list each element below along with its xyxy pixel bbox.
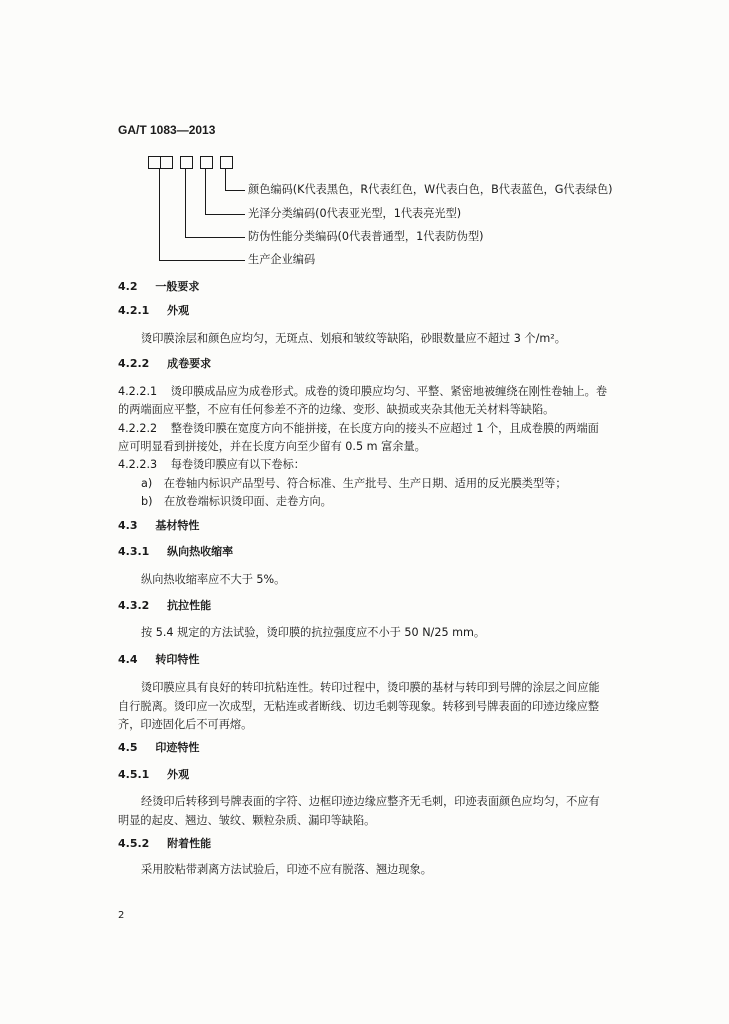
section-title: 纵向热收缩率 (167, 545, 234, 558)
section-4-5-2-heading (118, 836, 211, 852)
code-label-manufacturer: 生产企业编码 (248, 253, 316, 266)
leader-v-1 (225, 168, 226, 191)
section-4-4-heading (118, 652, 199, 668)
code-box-5 (220, 156, 233, 169)
code-label-color: 颜色编码(K代表黑色，R代表红色，W代表白色，B代表蓝色，G代表绿色) (248, 183, 613, 196)
clause-4-2-2-2 (118, 420, 610, 456)
section-4-3-heading (118, 518, 199, 534)
paragraph-adhesion: 采用胶粘带剥离方法试验后，印迹不应有脱落、翘边现象。 (141, 863, 432, 876)
list-item-b (141, 494, 332, 510)
section-title: 外观 (167, 768, 190, 781)
code-box-4 (200, 156, 213, 169)
clause-text: 每卷烫印膜应有以下卷标： (170, 458, 305, 471)
section-number: 4.5.2 (118, 837, 150, 850)
clause-number: 4.2.2.1 (118, 385, 158, 398)
clause-text: 整卷烫印膜在宽度方向不能拼接，在长度方向的接头不应超过 1 个，且成卷膜的两端面应可明显看到拼接处，并在长度方向至少留有 0.5 m 富余量。 (118, 422, 599, 453)
paragraph-appearance: 烫印膜涂层和颜色应均匀，无斑点、划痕和皱纹等缺陷，砂眼数量应不超过 3 个/m²。 (141, 332, 566, 345)
section-title: 成卷要求 (167, 357, 212, 370)
section-number: 4.3.2 (118, 599, 150, 612)
leader-v-2 (205, 168, 206, 215)
section-4-2-heading (118, 279, 199, 295)
list-item-a (141, 476, 567, 492)
section-title: 印迹特性 (155, 741, 200, 754)
section-number: 4.3.1 (118, 545, 150, 558)
code-box-3 (180, 156, 193, 169)
clause-number: 4.2.2.3 (118, 458, 158, 471)
section-4-2-1-heading (118, 303, 189, 319)
section-number: 4.4 (118, 653, 138, 666)
paragraph-shrinkage: 纵向热收缩率应不大于 5%。 (141, 573, 286, 586)
section-number: 4.2.1 (118, 304, 150, 317)
leader-v-3 (185, 168, 186, 238)
clause-number: 4.2.2.2 (118, 422, 158, 435)
section-title: 一般要求 (155, 280, 200, 293)
paragraph-tensile: 按 5.4 规定的方法试验，烫印膜的抗拉强度应不小于 50 N/25 mm。 (141, 626, 486, 639)
section-4-3-1-heading (118, 544, 233, 560)
section-4-3-2-heading (118, 598, 211, 614)
leader-v-4 (159, 168, 160, 261)
list-marker: b) (141, 495, 153, 508)
section-number: 4.2 (118, 280, 138, 293)
section-number: 4.3 (118, 519, 138, 532)
paragraph-imprint-appearance: 经烫印后转移到号牌表面的字符、边框印迹边缘应整齐无毛刺，印迹表面颜色应均匀，不应有明显的起皮、翘边、皱纹、颗粒杂质、漏印等缺陷。 (118, 795, 600, 827)
section-number: 4.5.1 (118, 768, 150, 781)
paragraph-transfer: 烫印膜应具有良好的转印抗粘连性。转印过程中，烫印膜的基材与转印到号牌的涂层之间应能自行脱离。烫印应一次成型，无粘连或者断线、切边毛刺等现象。转移到号牌表面的印迹边缘应整齐，印迹固化后不可再熔。 (118, 681, 600, 731)
leader-h-3 (185, 237, 245, 238)
clause-4-2-2-1 (118, 383, 610, 419)
leader-h-4 (159, 260, 245, 261)
list-text: 在放卷端标识烫印面、走卷方向。 (164, 495, 332, 508)
code-label-anticounterfeit: 防伪性能分类编码(0代表普通型，1代表防伪型) (248, 230, 484, 243)
section-title: 附着性能 (167, 837, 212, 850)
section-title: 抗拉性能 (167, 599, 212, 612)
section-number: 4.2.2 (118, 357, 150, 370)
leader-h-2 (205, 214, 245, 215)
section-4-5-heading (118, 740, 199, 756)
section-title: 转印特性 (155, 653, 200, 666)
list-text: 在卷轴内标识产品型号、符合标准、生产批号、生产日期、适用的反光膜类型等； (163, 477, 567, 490)
section-title: 基材特性 (155, 519, 200, 532)
section-4-2-2-heading (118, 356, 211, 372)
clause-text: 烫印膜成品应为成卷形式。成卷的烫印膜应均匀、平整、紧密地被缠绕在刚性卷轴上。卷的两端面应平整，不应有任何参差不齐的边缘、变形、缺损或夹杂其他无关材料等缺陷。 (118, 385, 608, 416)
list-marker: a) (141, 477, 153, 490)
code-box-2 (160, 156, 173, 169)
section-4-5-1-heading (118, 767, 189, 783)
standard-number: GA/T 1083—2013 (118, 123, 216, 137)
clause-4-2-2-3 (118, 457, 305, 473)
page-number: 2 (118, 910, 125, 921)
section-title: 外观 (167, 304, 190, 317)
leader-h-1 (225, 190, 245, 191)
section-number: 4.5 (118, 741, 138, 754)
code-label-gloss: 光泽分类编码(0代表亚光型，1代表亮光型) (248, 207, 462, 220)
